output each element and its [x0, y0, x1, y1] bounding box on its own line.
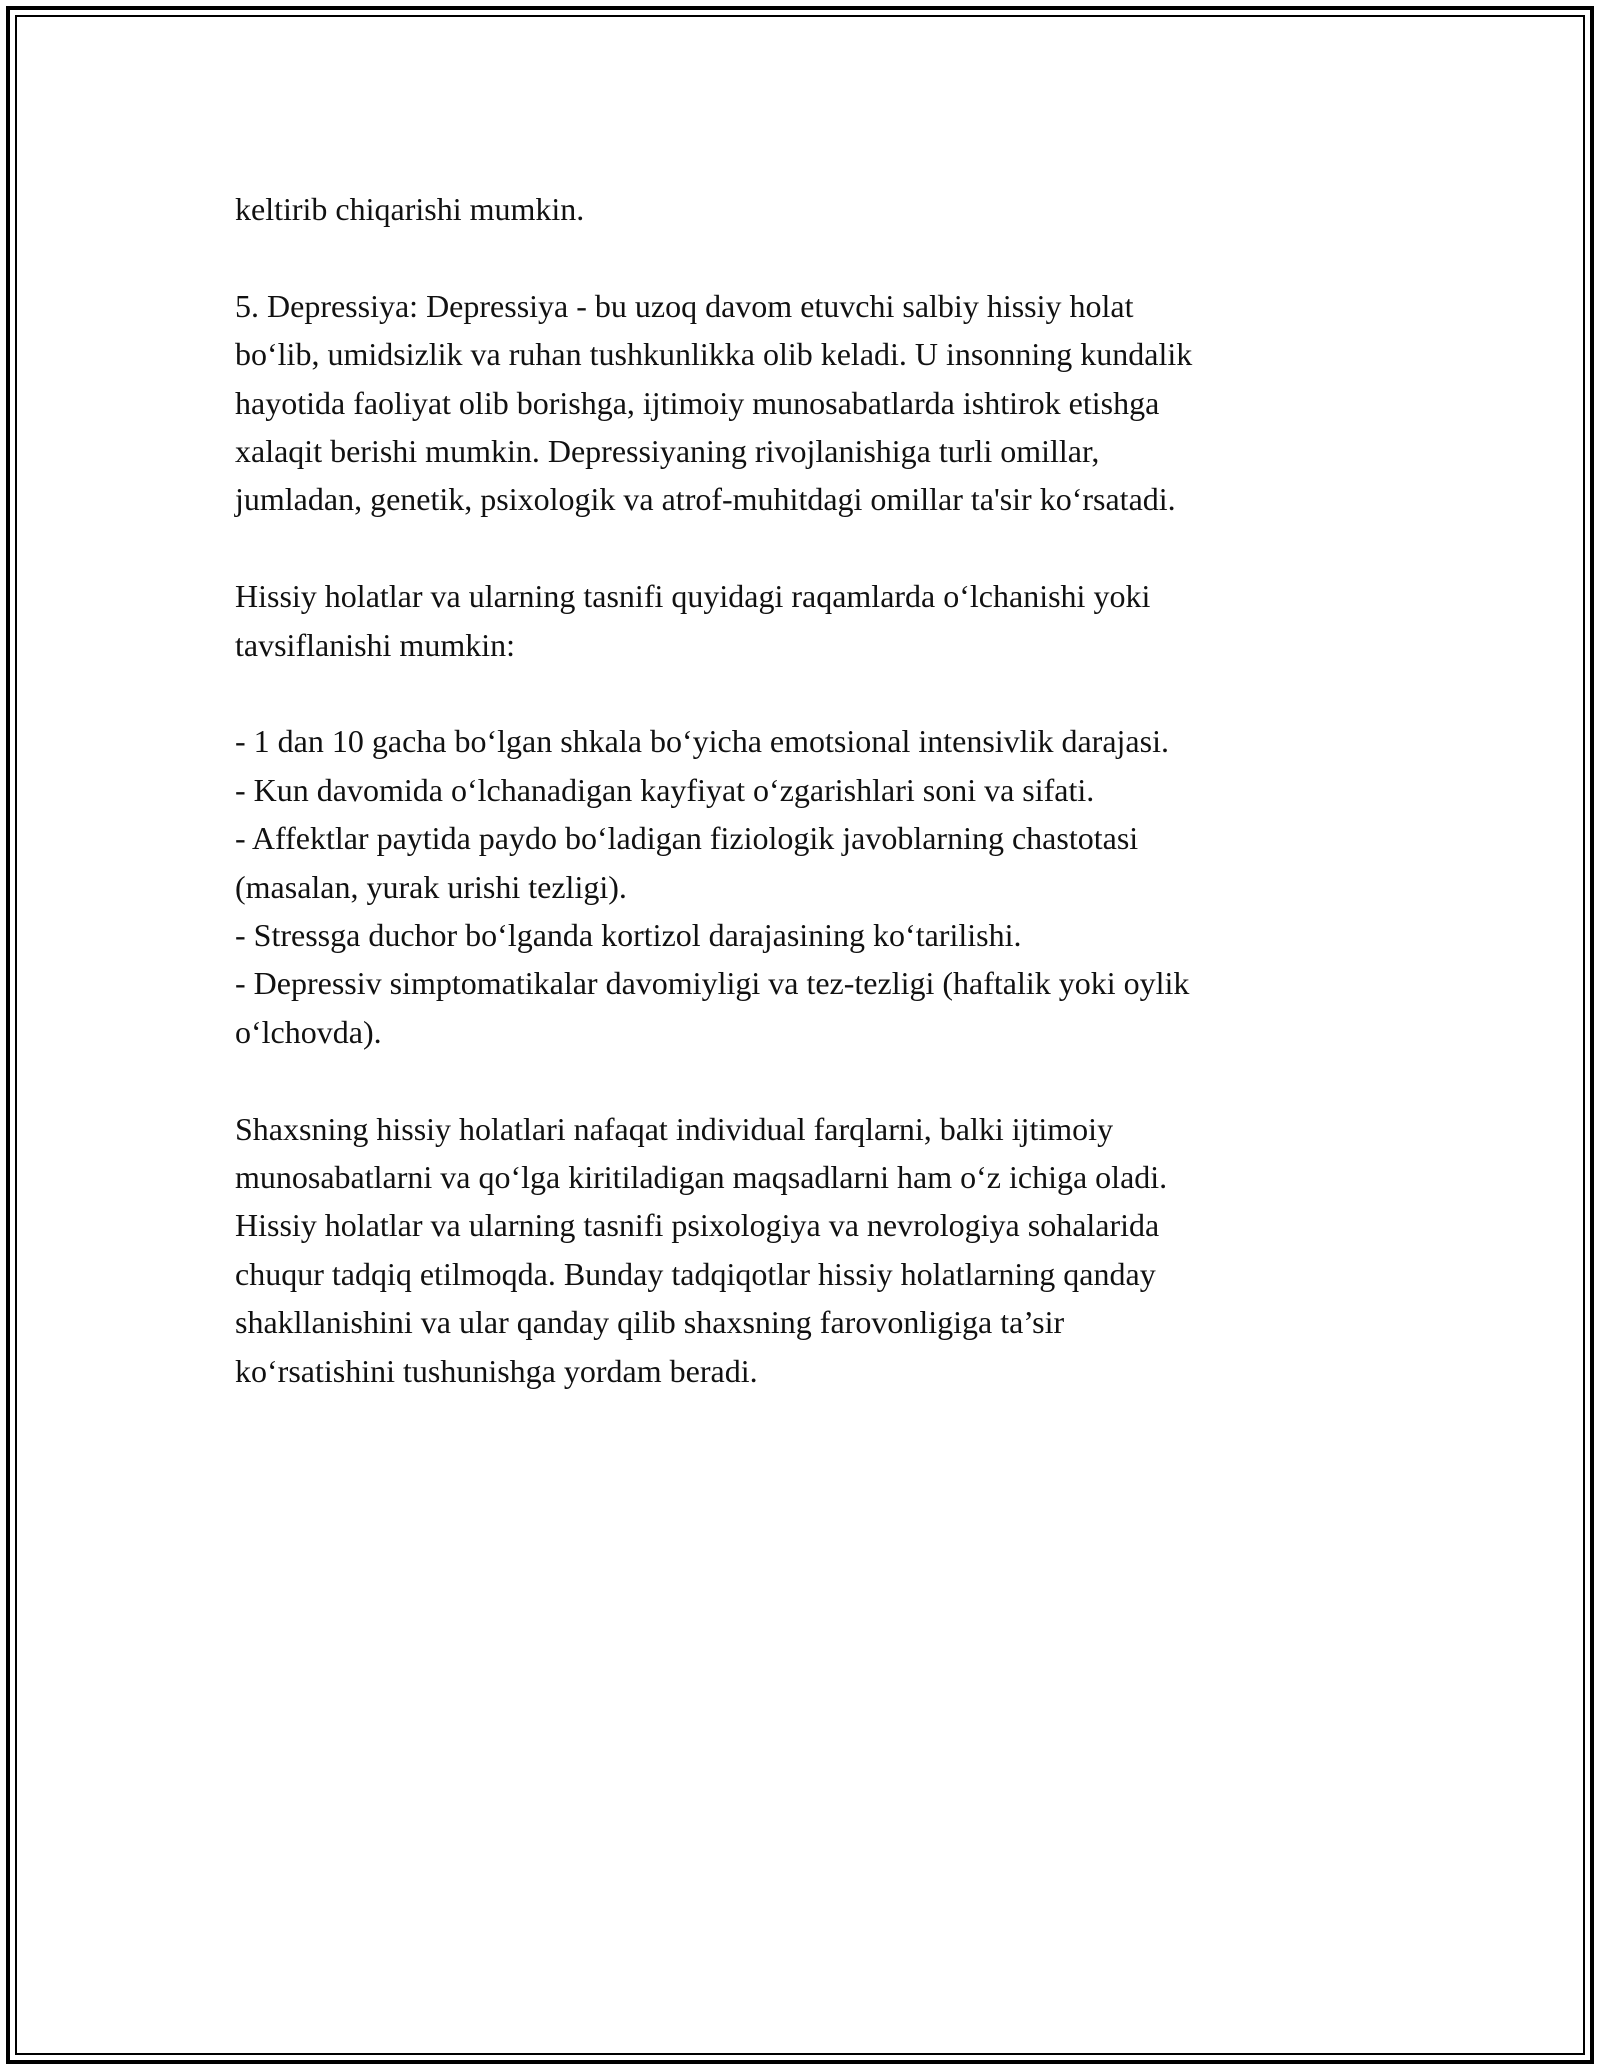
- list-item: - Kun davomida o‘lchanadigan kayfiyat o‘zgarishlari soni va sifati.: [235, 771, 1095, 808]
- text-line: chuqur tadqiq etilmoqda. Bunday tadqiqotlar hissiy holatlarning qanday: [235, 1255, 1156, 1292]
- text-line: 5. Depressiya: Depressiya - bu uzoq davom etuvchi salbiy hissiy holat: [235, 287, 1134, 324]
- text-line: hayotida faoliyat olib borishga, ijtimoiy munosabatlarda ishtirok etishga: [235, 384, 1160, 421]
- text-line: tavsiflanishi mumkin:: [235, 626, 515, 663]
- text-line: ko‘rsatishini tushunishga yordam beradi.: [235, 1352, 758, 1389]
- document-body: [235, 185, 1365, 1395]
- text-line: Hissiy holatlar va ularning tasnifi psixologiya va nevrologiya sohalarida: [235, 1207, 1160, 1244]
- list-item: - Stressga duchor bo‘lganda kortizol darajasining ko‘tarilishi.: [235, 917, 1022, 954]
- list-item: - Affektlar paytida paydo bo‘ladigan fiziologik javoblarning chastotasi: [235, 820, 1139, 857]
- text-line: bo‘lib, umidsizlik va ruhan tushkunlikka olib keladi. U insonning kundalik: [235, 336, 1193, 373]
- list-item-continuation: o‘lchovda).: [235, 1013, 382, 1050]
- text-line: munosabatlarni va qo‘lga kiritiladigan maqsadlarni ham o‘z ichiga oladi.: [235, 1159, 1168, 1196]
- text-line: Hissiy holatlar va ularning tasnifi quyidagi raqamlarda o‘lchanishi yoki: [235, 578, 1151, 615]
- text-line: jumladan, genetik, psixologik va atrof-muhitdagi omillar ta'sir ko‘rsatadi.: [235, 481, 1176, 518]
- text-line: shakllanishini va ular qanday qilib shaxsning farovonligiga ta’sir: [235, 1304, 1065, 1341]
- paragraph-conclusion: [235, 1105, 1365, 1395]
- paragraph-gap: [235, 1056, 1365, 1104]
- text-line: xalaqit berishi mumkin. Depressiyaning rivojlanishiga turli omillar,: [235, 433, 1100, 470]
- list-item-continuation: (masalan, yurak urishi tezligi).: [235, 868, 627, 905]
- paragraph-gap: [235, 233, 1365, 281]
- paragraph-depressiya: [235, 282, 1365, 524]
- paragraph-measurement-intro: [235, 572, 1365, 669]
- text-line: Shaxsning hissiy holatlari nafaqat individual farqlarni, balki ijtimoiy: [235, 1110, 1114, 1147]
- list-item: - Depressiv simptomatikalar davomiyligi va tez-tezligi (haftalik yoki oylik: [235, 965, 1190, 1002]
- text-line: keltirib chiqarishi mumkin.: [235, 191, 585, 227]
- paragraph-continuation: [235, 185, 1365, 233]
- paragraph-gap: [235, 524, 1365, 572]
- list-item: - 1 dan 10 gacha bo‘lgan shkala bo‘yicha emotsional intensivlik darajasi.: [235, 723, 1169, 760]
- measurement-list: [235, 717, 1365, 1056]
- paragraph-gap: [235, 669, 1365, 717]
